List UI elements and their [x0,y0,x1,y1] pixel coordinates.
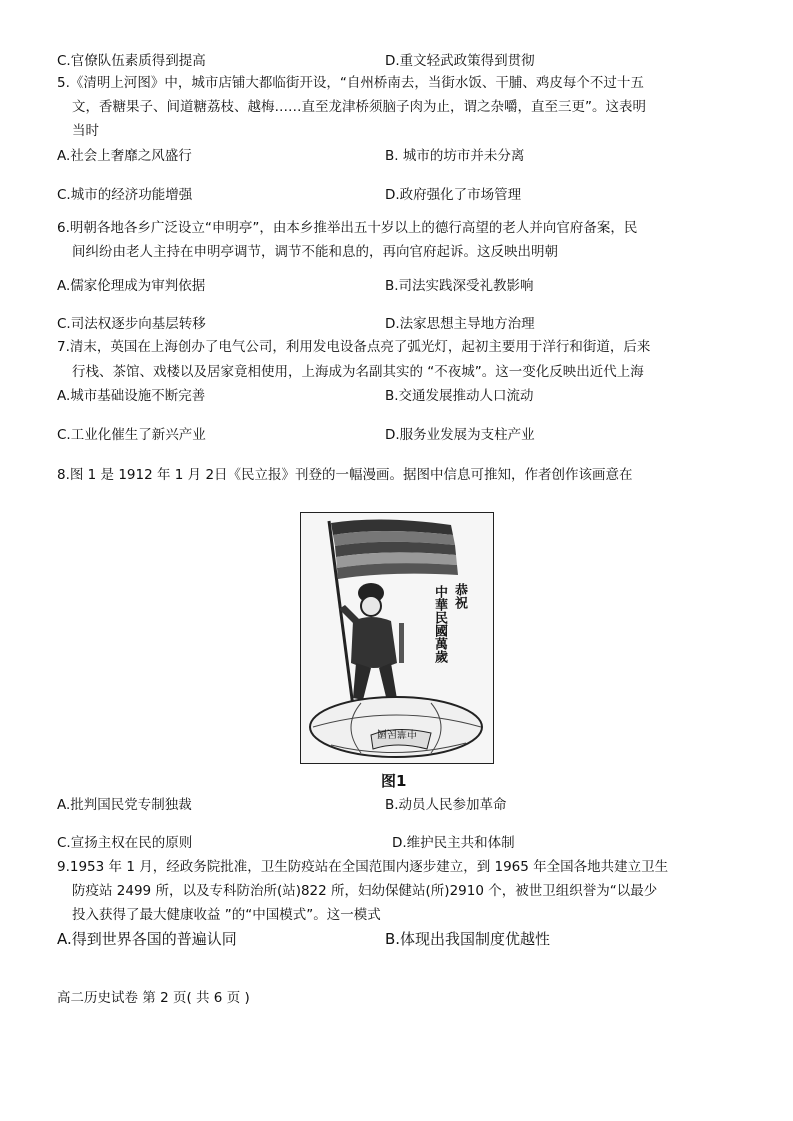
q4-option-c: C.官僚队伍素质得到提高 [57,53,206,69]
q5-stem-line-2: 文，香糖果子、间道糖荔枝、越梅……直至龙津桥须脑子肉为止，谓之杂嚼，直至三更”。这表明 [72,99,646,115]
q6-stem-line-2: 间纠纷由老人主持在申明亭调节，调节不能和息的，再向官府起诉。这反映出明朝 [72,244,558,260]
q9-option-b: B.体现出我国制度优越性 [385,930,551,948]
q5-option-c: C.城市的经济功能增强 [57,187,193,203]
q8-option-a: A.批判国民党专制独裁 [57,797,192,813]
q9-stem-line-3: 投入获得了最大健康收益 ”的“中国模式”。这一模式 [72,907,381,923]
q6-option-d: D.法家思想主导地方治理 [385,316,535,332]
q4-option-d: D.重文轻武政策得到贯彻 [385,53,535,69]
q6-option-c: C.司法权逐步向基层转移 [57,316,206,332]
q7-stem-line-2: 行栈、茶馆、戏楼以及居家竟相使用，上海成为名副其实的 “不夜城”。这一变化反映出近代上海 [72,364,644,380]
page-footer: 高二历史试卷 第 2 页( 共 6 页 ) [57,990,250,1006]
q5-stem-line-3: 当时 [72,123,99,139]
q8-option-b: B.动员人民参加革命 [385,797,507,813]
q7-option-a: A.城市基础设施不断完善 [57,388,206,404]
q6-option-b: B.司法实践深受礼教影响 [385,278,534,294]
q6-stem-line-1: 6.明朝各地各乡广泛设立“申明亭”，由本乡推举出五十岁以上的德行高望的老人并向官府备案，民 [57,220,638,236]
q8-option-d: D.维护民主共和体制 [392,835,515,851]
figure-text-congrats: 恭祝 [452,583,467,609]
soldier-leg-left [353,663,371,700]
cartoon-illustration [301,513,492,762]
q7-option-d: D.服务业发展为支柱产业 [385,427,535,443]
q6-option-a: A.儒家伦理成为审判依据 [57,278,206,294]
q5-option-b: B. 城市的坊市并未分离 [385,148,525,164]
q9-stem-line-1: 9.1953 年 1 月，经政务院批准，卫生防疫站在全国范围内逐步建立，到 1965 年全国各地共建立卫生 [57,859,669,875]
q9-stem-line-2: 防疫站 2499 所，以及专科防治所(站)822 所，妇幼保健站(所)2910 个，被世卫组织誉为“以最少 [72,883,658,899]
soldier-leg-right [379,663,397,701]
figure-caption: 图1 [381,772,407,790]
globe-banner-text: 中華民國 [377,727,417,738]
soldier-sword [399,623,404,663]
figure-text-long-live: 中華民國萬歲 [432,585,447,663]
soldier-body [351,617,397,668]
q7-option-b: B.交通发展推动人口流动 [385,388,534,404]
q9-option-a: A.得到世界各国的普遍认同 [57,930,237,948]
soldier-head [361,596,381,616]
cartoon-figure [300,512,494,764]
q5-option-d: D.政府强化了市场管理 [385,187,522,203]
q7-stem-line-1: 7.清末，英国在上海创办了电气公司，利用发电设备点亮了弧光灯，起初主要用于洋行和街道，后来 [57,339,651,355]
q8-option-c: C.宣扬主权在民的原则 [57,835,193,851]
q5-option-a: A.社会上奢靡之风盛行 [57,148,192,164]
q8-stem-line-1: 8.图 1 是 1912 年 1 月 2日《民立报》刊登的一幅漫画。据图中信息可推知，作者创作该画意在 [57,467,633,483]
q5-stem-line-1: 5.《清明上河图》中，城市店铺大都临街开设，“自州桥南去，当街水饭、干脯、鸡皮每个不过十五 [57,75,644,91]
q7-option-c: C.工业化催生了新兴产业 [57,427,206,443]
